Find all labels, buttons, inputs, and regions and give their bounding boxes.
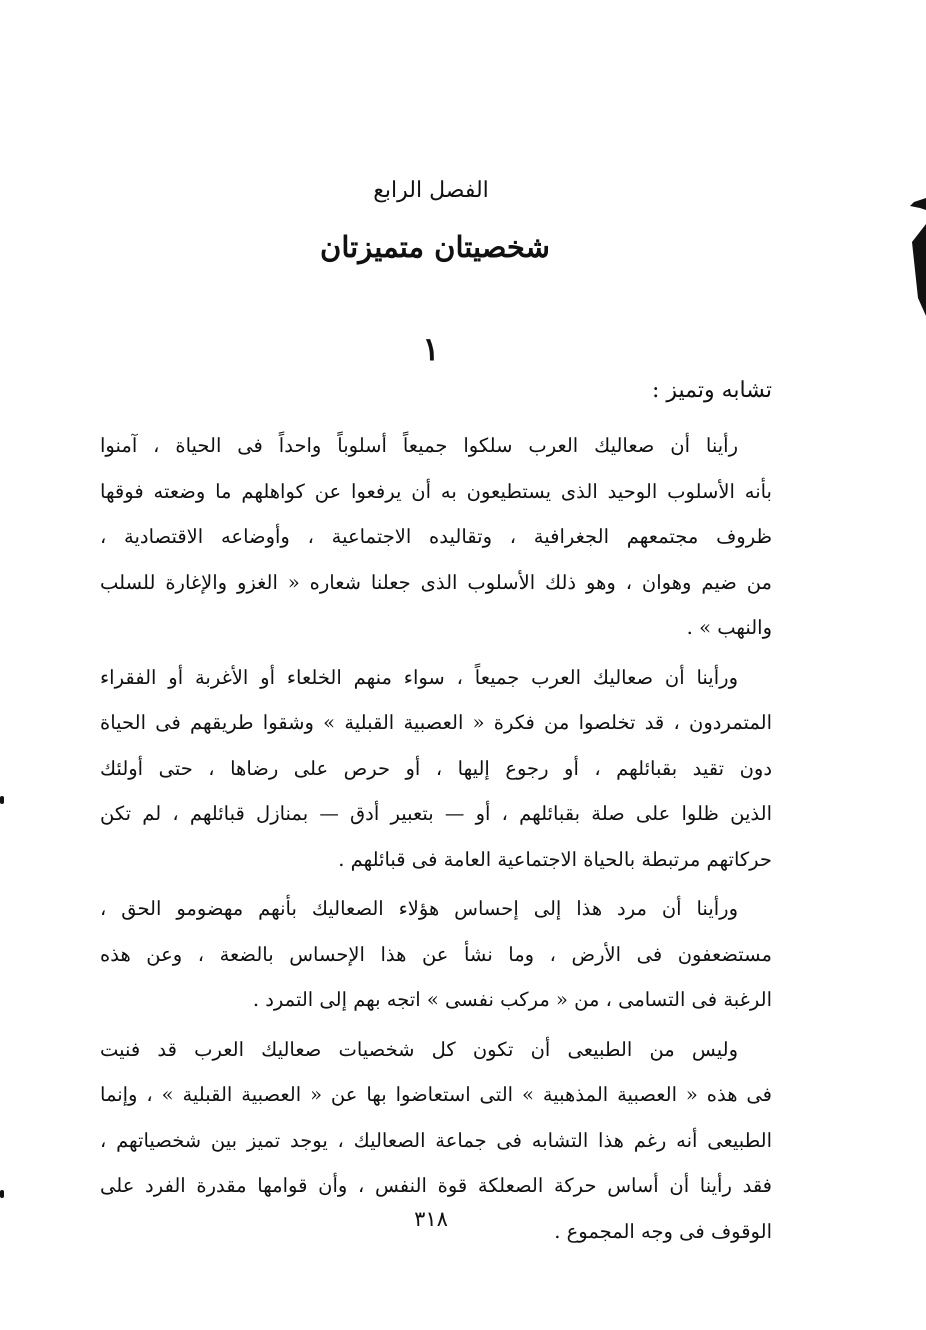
text-line: ورأينا أن مرد هذا إلى إحساس هؤلاء الصعاليك بأنهم مهضومو الحق ،: [100, 897, 738, 920]
text-line: فقد رأينا أن أساس حركة الصعلكة قوة النفس ، وأن قوامها مقدرة الفرد على: [100, 1174, 772, 1197]
text-line: دون تقيد بقبائلهم ، أو رجوع إليها ، أو حرص على رضاها ، حتى أولئك: [100, 756, 772, 780]
text-line: الرغبة فى التسامى ، من « مركب نفسى » اتجه بهم إلى التمرد .: [252, 988, 772, 1011]
scan-dot-mark: [0, 796, 4, 804]
chapter-title: شخصيتان متميزتان: [320, 230, 550, 264]
text-line: فى هذه « العصبية المذهبية » التى استعاضوا بها عن « العصبية القبلية » ، وإنما: [100, 1083, 772, 1106]
text-line: من ضيم وهوان ، وهو ذلك الأسلوب الذى جعلنا شعاره « الغزو والإغارة للسلب: [100, 570, 772, 594]
text-line: مستضعفون فى الأرض ، وما نشأ عن هذا الإحساس بالضعة ، وعن هذه: [100, 942, 772, 966]
text-line: ورأينا أن صعاليك العرب جميعاً ، سواء منهم الخلعاء أو الأغربة أو الفقراء: [100, 665, 738, 689]
text-line: الذين ظلوا على صلة بقبائلهم ، أو — بتعبير أدق — بمنازل قبائلهم ، لم تكن: [100, 802, 772, 825]
section-number: ١: [422, 330, 440, 368]
text-line: وليس من الطبيعى أن تكون كل شخصيات صعاليك العرب قد فنيت: [100, 1037, 738, 1061]
text-line: رأينا أن صعاليك العرب سلكوا جميعاً أسلوباً واحداً فى الحياة ، آمنوا: [100, 434, 738, 457]
body-text: [100, 423, 772, 1258]
paragraph-2: [100, 655, 772, 883]
scan-edge-mark: [908, 198, 926, 318]
text-line: والنهب » .: [686, 616, 772, 639]
chapter-label: الفصل الرابع: [373, 178, 489, 203]
text-line: حركاتهم مرتبطة بالحياة الاجتماعية العامة فى قبائلهم .: [338, 847, 772, 871]
paragraph-3: [100, 886, 772, 1023]
page-number: ٣١٨: [414, 1207, 448, 1231]
text-line: الطبيعى أنه رغم هذا التشابه فى جماعة الصعاليك ، يوجد تميز بين شخصياتهم ،: [100, 1128, 772, 1152]
section-subheading: تشابه وتميز :: [651, 378, 772, 403]
paragraph-1: [100, 423, 772, 651]
scan-dot-mark: [0, 1190, 4, 1198]
text-line: الوقوف فى وجه المجموع .: [554, 1219, 772, 1243]
text-line: المتمردون ، قد تخلصوا من فكرة « العصبية القبلية » وشقوا طريقهم فى الحياة: [100, 711, 772, 734]
text-line: بأنه الأسلوب الوحيد الذى يستطيعون به أن يرفعوا عن كواهلهم ما وضعته فوقها: [100, 479, 772, 503]
text-line: ظروف مجتمعهم الجغرافية ، وتقاليده الاجتماعية ، وأوضاعه الاقتصادية ،: [100, 525, 772, 548]
